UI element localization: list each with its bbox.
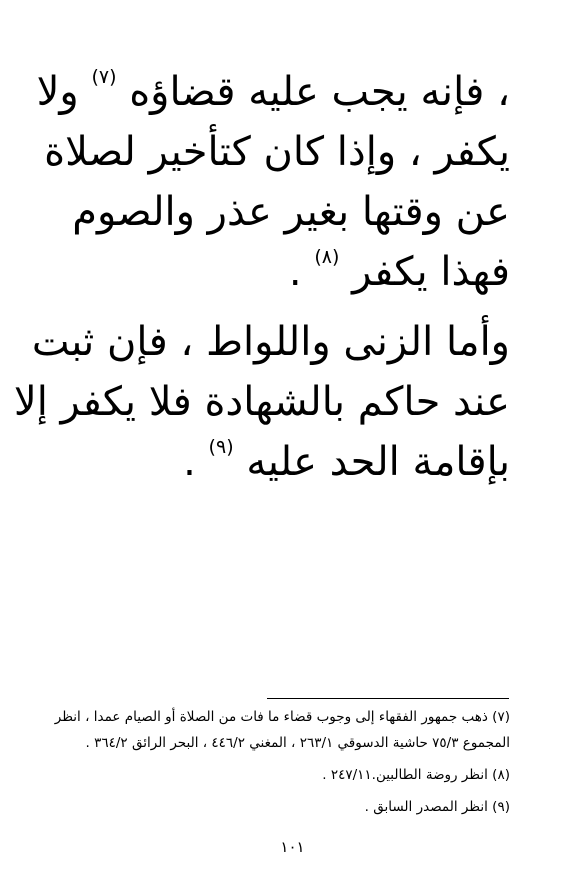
body-line (32, 182, 510, 242)
footnote-reference: (٩) (208, 436, 234, 458)
footnote-separator (267, 698, 509, 699)
footnote-reference: (٨) (314, 246, 340, 268)
footnote-line: (٩) انظر المصدر السابق . (364, 799, 510, 815)
body-line-text: عن وقتها بغير عذر والصوم (72, 189, 510, 235)
body-line-text: ولا (36, 69, 92, 115)
body-line-text: عند حاكم بالشهادة فلا يكفر إلا (13, 379, 510, 425)
body-line-text: . (288, 249, 315, 295)
body-line (13, 372, 510, 432)
body-line-text: . (183, 439, 209, 485)
footnotes (54, 704, 510, 820)
footnote-reference: (٧) (91, 66, 117, 88)
body-line-text: وأما الزنى واللواط ، فإن ثبت (31, 319, 510, 365)
body-line (32, 122, 510, 182)
body-line-text: يكفر ، وإذا كان كتأخير لصلاة (44, 129, 510, 175)
footnote-line: (٨) انظر روضة الطالبين.٢٤٧/١١ . (322, 767, 510, 783)
footnote-line: (٧) ذهب جمهور الفقهاء إلى وجوب قضاء ما فات من الصلاة أو الصيام عمدا ، انظر (54, 709, 510, 725)
footnote-line: المجموع ٧٥/٣ حاشية الدسوقي ٢٦٣/١ ، المغني ٤٤٦/٢ ، البحر الرائق ٣٦٤/٢ . (85, 735, 510, 751)
body-line-text: ، فإنه يجب عليه قضاؤه (116, 69, 510, 115)
body-line-text: بإقامة الحد عليه (233, 439, 510, 485)
body-paragraph-1 (32, 62, 510, 302)
body-line-text: فهذا يكفر (339, 249, 510, 295)
body-line (32, 432, 510, 492)
body-line (32, 242, 510, 302)
body-line (32, 312, 510, 372)
body-line (32, 62, 510, 122)
body-paragraph-2 (13, 312, 510, 492)
page-number: ١٠١ (280, 838, 305, 856)
